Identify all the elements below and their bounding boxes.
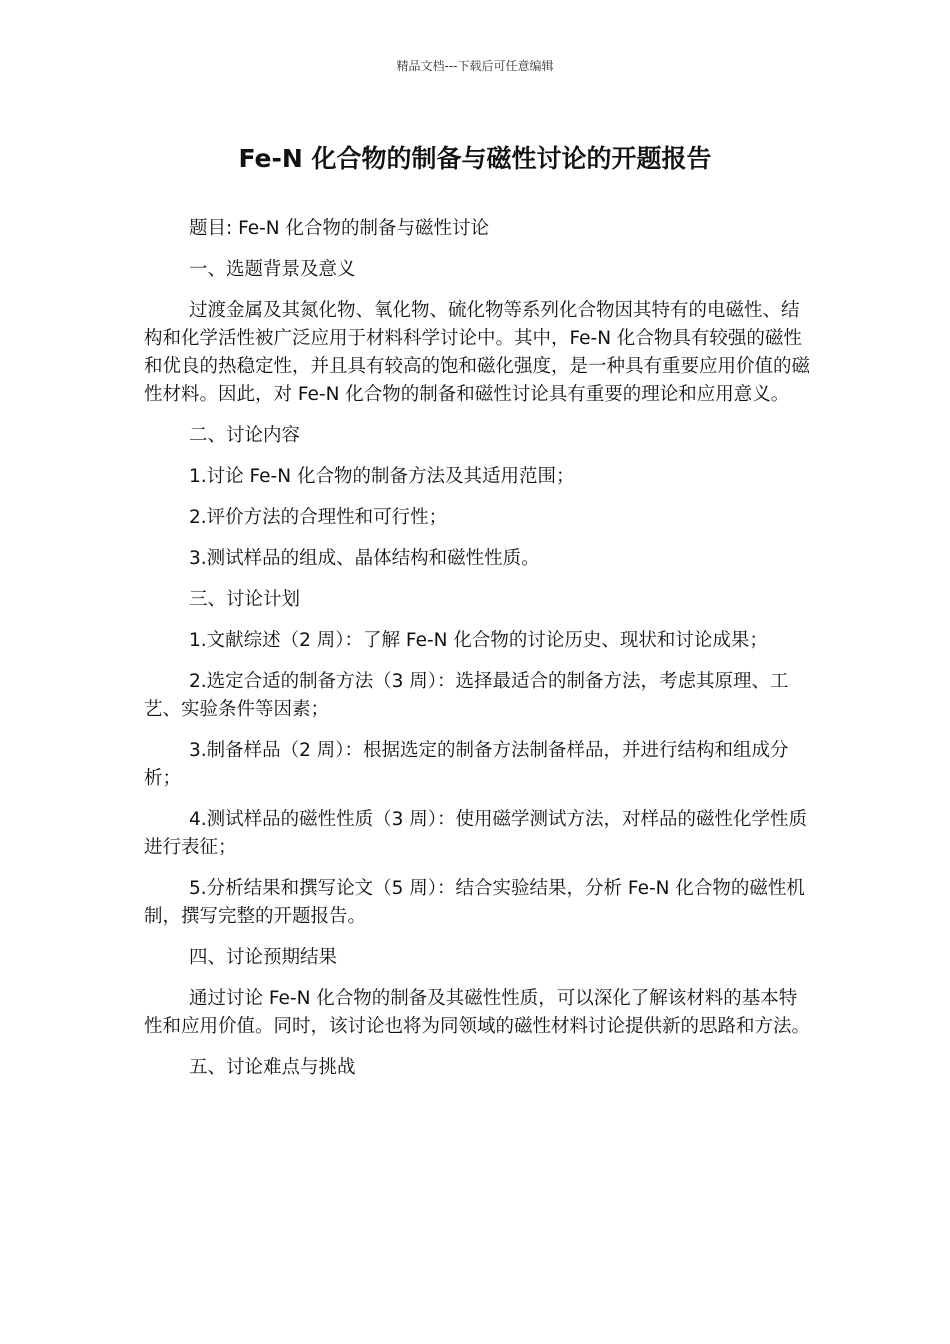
section-heading-plan: 三、讨论计划 [189, 589, 301, 610]
content-item-3: 3.测试样品的组成、晶体结构和磁性性质。 [189, 548, 540, 569]
section-heading-content: 二、讨论内容 [189, 425, 301, 446]
section-heading-background: 一、选题背景及意义 [189, 259, 356, 280]
document-body [144, 215, 810, 1095]
plan-item-1: 1.文献综述（2 周）：了解 Fe-N 化合物的讨论历史、现状和讨论成果； [189, 630, 768, 651]
content-item-2: 2.评价方法的合理性和可行性； [189, 507, 448, 528]
plan-item-4: 4.测试样品的磁性性质（3 周）：使用磁学测试方法，对样品的磁性化学性质进行表征； [144, 809, 808, 858]
content-item-1: 1.讨论 Fe-N 化合物的制备方法及其适用范围； [189, 466, 575, 487]
plan-item-2: 2.选定合适的制备方法（3 周）：选择最适合的制备方法，考虑其原理、工艺、实验条件等因素； [144, 671, 789, 720]
page-header: 精品文档---下载后可任意编辑 [396, 59, 554, 73]
section-heading-expected: 四、讨论预期结果 [189, 947, 338, 968]
expected-paragraph: 通过讨论 Fe-N 化合物的制备及其磁性性质，可以深化了解该材料的基本特性和应用价值。同时，该讨论也将为同领域的磁性材料讨论提供新的思路和方法。 [144, 988, 811, 1037]
section-heading-challenges: 五、讨论难点与挑战 [189, 1057, 356, 1078]
topic-line: 题目: Fe-N 化合物的制备与磁性讨论 [189, 218, 490, 239]
plan-item-3: 3.制备样品（2 周）：根据选定的制备方法制备样品，并进行结构和组成分析； [144, 740, 789, 789]
plan-item-5: 5.分析结果和撰写论文（5 周）：结合实验结果，分析 Fe-N 化合物的磁性机制，撰写完整的开题报告。 [144, 878, 805, 927]
background-paragraph: 过渡金属及其氮化物、氧化物、硫化物等系列化合物因其特有的电磁性、结构和化学活性被广泛应用于材料科学讨论中。其中，Fe-N 化合物具有较强的磁性和优良的热稳定性，并且具有较高的饱和磁化强度，是一种具有重要应用价值的磁性材料。因此，对 Fe-N 化合物的制备和磁性讨论具有重要的理论和应用意义。 [144, 300, 811, 405]
document-title: Fe-N 化合物的制备与磁性讨论的开题报告 [238, 144, 712, 173]
